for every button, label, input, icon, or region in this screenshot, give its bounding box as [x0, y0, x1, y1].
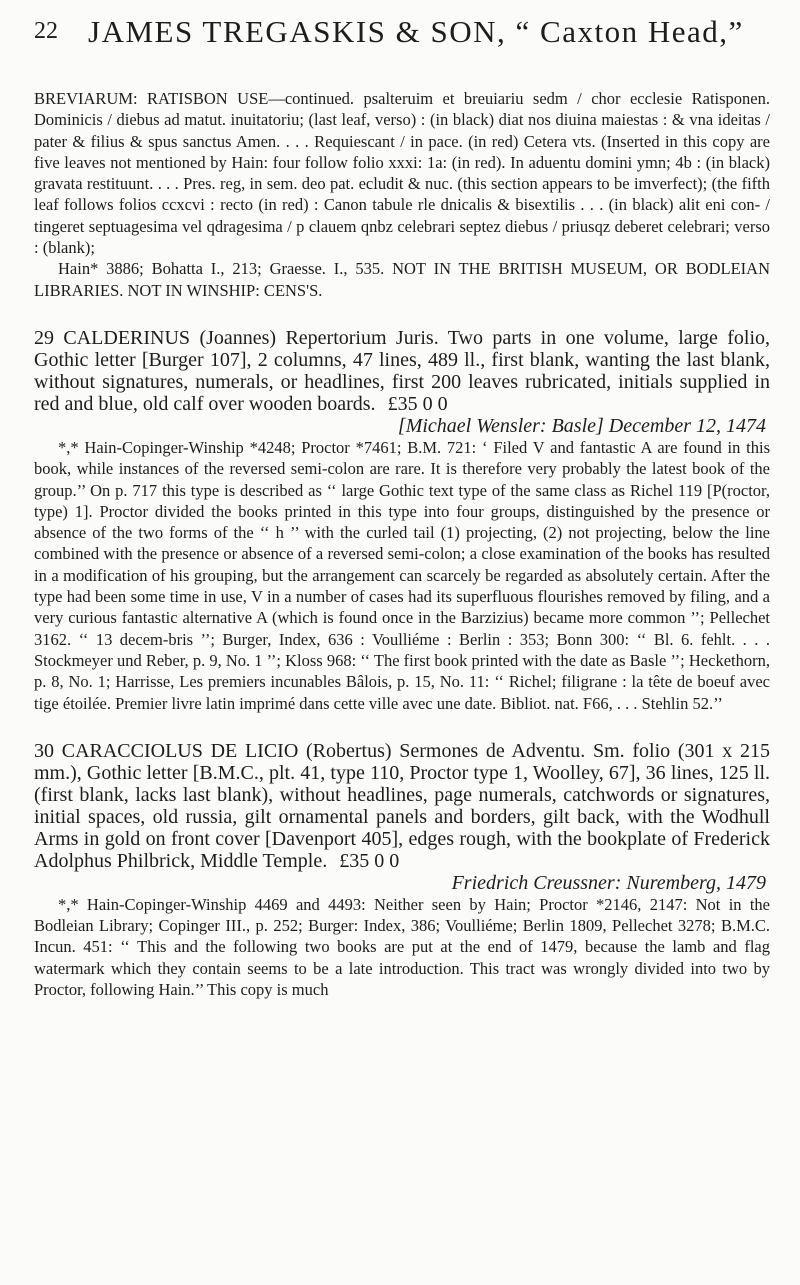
entry-30-notes: *,* Hain-Copinger-Winship 4469 and 4493: Neither seen by Hain; Proctor *2146, 2147: Not in the Bodleian Library; Copinger III., p. 252; Burger: Index, 386; Voulliéme; Berlin 1809, Pellechet 3278; B.M.C. Incun. 451: ‘‘ This and the following two books are put at the end of 1479, because the lamb and flag watermark which they contain seems to be a late introduction. This tract was wrongly divided into two by Proctor, following Hain.’’ This copy is much — [34, 894, 770, 1000]
entry-30 — [34, 740, 770, 1000]
entry-30-price: £35 0 0 — [339, 849, 400, 872]
entry-29-description — [34, 327, 770, 415]
breviarum-references: Hain* 3886; Bohatta I., 213; Graesse. I., 535. NOT IN THE BRITISH MUSEUM, OR BODLEIAN LIBRARIES. NOT IN WINSHIP: CENS'S. — [34, 259, 770, 300]
entry-29-printer: [Michael Wensler: Basle] December 12, 1474 — [397, 414, 766, 437]
entry-29-main: 29 CALDERINUS (Joannes) Repertorium Juris. Two parts in one volume, large folio, Gothic letter [Burger 107], 2 columns, 47 lines, 489 ll., first blank, wanting the last blank, without signatures, numerals, or headlines, first 200 leaves rubricated, initials supplied in red and blue, old calf over wooden boards. — [34, 326, 770, 415]
entry-30-main: 30 CARACCIOLUS DE LICIO (Robertus) Sermones de Adventu. Sm. folio (301 x 215 mm.), Gothic letter [B.M.C., plt. 41, type 110, Proctor type 1, Woolley, 67], 36 lines, 125 ll. (first blank, lacks last blank), without headlines, page numerals, catchwords or signatures, initial spaces, old russia, gilt ornamental panels and borders, gilt back, with the Wodhull Arms in gold on front cover [Davenport 405], edges rough, with the bookplate of Frederick Adolphus Philbrick, Middle Temple. — [34, 739, 770, 872]
entry-30-description — [34, 740, 770, 872]
page-header — [34, 10, 766, 50]
entry-29 — [34, 327, 770, 714]
page-number: 22 — [34, 18, 58, 44]
entry-29-notes: *,* Hain-Copinger-Winship *4248; Proctor *7461; B.M. 721: ‘ Filed V and fantastic A are found in this book, while instances of the reversed semi-colon are rare. It is therefore very probably the latest book of the group.’’ On p. 717 this type is described as ‘‘ large Gothic text type of the same class as Richel 119 [P(roctor, type) 1]. Proctor divided the books printed in this type into four groups, distinguished by the presence or absence of the two forms of the ‘‘ h ’’ with the curled tail (1) projecting, (2) not projecting, below the line combined with the presence or absence of a reversed semi-colon; a close examination of the books has resulted in a modification of his grouping, but the arrangement can scarcely be regarded as absolutely certain. After the type had been some time in use, V in a number of cases had its superfluous flourishes removed by filing, and a very curious fantastic alternative A (which is found once in the Barzizius) became more common ’’; Pellechet 3162. ‘‘ 13 decem-bris ’’; Burger, Index, 636 : Voulliéme : Berlin : 353; Bonn 300: ‘‘ Bl. 6. fehlt. . . . Stockmeyer und Reber, p. 9, No. 1 ’’; Kloss 968: ‘‘ The first book printed with the date as Basle ’’; Heckethorn, p. 8, No. 1; Harrisse, Les premiers incunables Bâlois, p. 15, No. 11: ‘‘ Richel; filigrane : la tête de boeuf avec tige étoilée. Premier livre latin imprimé dans cette ville avec une date. Bibliot. nat. F66, . . . Stehlin 52.’’ — [34, 437, 770, 713]
catalogue-body — [34, 88, 770, 1000]
entry-30-printer: Friedrich Creussner: Nuremberg, 1479 — [451, 871, 766, 894]
running-title: JAMES TREGASKIS & SON, “ Caxton Head,” — [88, 14, 744, 49]
breviarum-continued-text: BREVIARUM: RATISBON USE—continued. psalteruim et breuiariu sedm / chor ecclesie Ratisponen. Dominicis / diebus ad matut. inuitatoriu; (last leaf, verso) : (in black) diat nos diuina maiestas : & vna ideitas / pater & filius & spus sanctus Amen. . . . Requiescant / in pace. (in red) Cetera vts. (Inserted in this copy are five leaves not mentioned by Hain: four follow folio xxxi: 1a: (in red). In aduentu domini ymn; 4b : (in black) gravata restituunt. . . . Pres. reg, in sem. deo pat. ecludit & nuc. (this section appears to be imverfect); (the fifth leaf follows folios ccxcvi : recto (in red) : Canon tabule rle dnicalis & bisextilis . . . (in black) alit eni con- / tingeret septuagesima vel qdragesima / p clauem qnbz celebrari septez diebus / priusqz deberet celebrari; verso : (blank); — [34, 89, 770, 258]
entry-29-price: £35 0 0 — [387, 392, 448, 415]
